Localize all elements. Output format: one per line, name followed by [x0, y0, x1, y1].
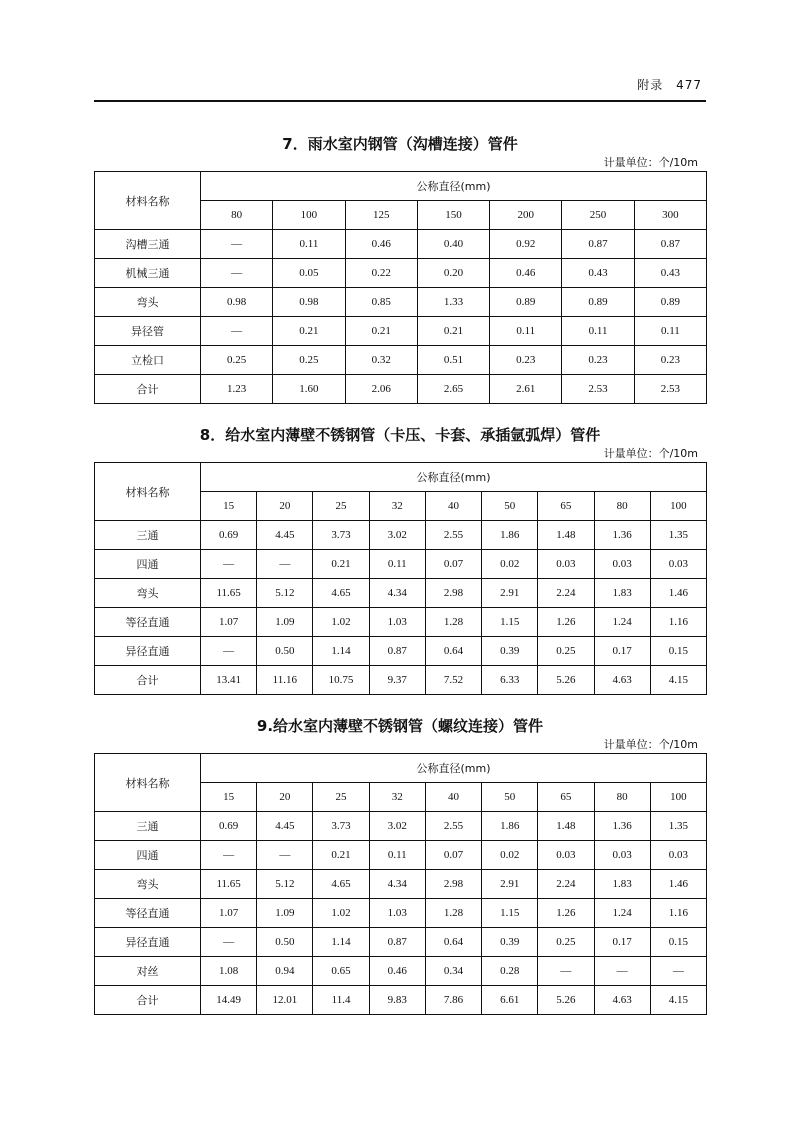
diameter-cell: 50 [482, 783, 538, 812]
value-cell: 1.28 [425, 608, 481, 637]
value-cell: 6.33 [482, 666, 538, 695]
value-cell: 1.07 [201, 608, 257, 637]
value-cell: 1.24 [594, 608, 650, 637]
value-cell: 11.16 [257, 666, 313, 695]
diameter-cell: 150 [417, 201, 489, 230]
value-cell: 0.25 [273, 346, 345, 375]
value-cell: 0.92 [490, 230, 562, 259]
material-name-cell: 弯头 [95, 870, 201, 899]
value-cell: — [257, 841, 313, 870]
value-cell: — [538, 957, 594, 986]
value-cell: 0.23 [490, 346, 562, 375]
nominal-diameter-header: 公称直径(mm) [201, 172, 707, 201]
value-cell: 0.89 [562, 288, 634, 317]
diameter-cell: 250 [562, 201, 634, 230]
material-name-cell: 合计 [95, 666, 201, 695]
diameter-cell: 40 [425, 492, 481, 521]
value-cell: 1.09 [257, 608, 313, 637]
value-cell: 2.98 [425, 579, 481, 608]
value-cell: 0.39 [482, 928, 538, 957]
diameter-cell: 200 [490, 201, 562, 230]
value-cell: 4.63 [594, 666, 650, 695]
value-cell: 1.46 [650, 579, 706, 608]
value-cell: 0.25 [201, 346, 273, 375]
value-cell: 0.40 [417, 230, 489, 259]
diameter-cell: 125 [345, 201, 417, 230]
value-cell: 0.22 [345, 259, 417, 288]
value-cell: 0.43 [634, 259, 706, 288]
value-cell: 7.52 [425, 666, 481, 695]
value-cell: 4.15 [650, 666, 706, 695]
value-cell: 3.73 [313, 812, 369, 841]
diameter-cell: 65 [538, 492, 594, 521]
unit-label: 计量单位：个/10m [603, 447, 698, 460]
value-cell: 2.91 [482, 870, 538, 899]
value-cell: 0.94 [257, 957, 313, 986]
value-cell: 2.91 [482, 579, 538, 608]
value-cell: 1.02 [313, 608, 369, 637]
value-cell: 1.03 [369, 899, 425, 928]
diameter-cell: 80 [594, 492, 650, 521]
value-cell: 0.11 [273, 230, 345, 259]
diameter-cell: 300 [634, 201, 706, 230]
value-cell: 5.26 [538, 666, 594, 695]
value-cell: 0.50 [257, 637, 313, 666]
value-cell: 4.34 [369, 870, 425, 899]
table-row [95, 637, 707, 666]
fittings-table [94, 171, 707, 404]
value-cell: 6.61 [482, 986, 538, 1015]
value-cell: 7.86 [425, 986, 481, 1015]
value-cell: 0.89 [634, 288, 706, 317]
table-row [95, 812, 707, 841]
value-cell: 0.51 [417, 346, 489, 375]
diameter-cell: 15 [201, 492, 257, 521]
value-cell: 1.35 [650, 812, 706, 841]
value-cell: — [257, 550, 313, 579]
value-cell: 0.25 [538, 928, 594, 957]
value-cell: 5.26 [538, 986, 594, 1015]
value-cell: 0.05 [273, 259, 345, 288]
value-cell: 0.17 [594, 637, 650, 666]
nominal-diameter-header: 公称直径(mm) [201, 754, 707, 783]
value-cell: 0.11 [490, 317, 562, 346]
value-cell: 0.07 [425, 841, 481, 870]
nominal-diameter-header: 公称直径(mm) [201, 463, 707, 492]
value-cell: 0.50 [257, 928, 313, 957]
value-cell: 0.15 [650, 928, 706, 957]
value-cell: 0.23 [634, 346, 706, 375]
fittings-table [94, 753, 707, 1015]
value-cell: 0.02 [482, 841, 538, 870]
value-cell: 4.45 [257, 521, 313, 550]
table-row [95, 288, 707, 317]
value-cell: 0.43 [562, 259, 634, 288]
diameter-cell: 100 [650, 492, 706, 521]
material-name-cell: 三通 [95, 812, 201, 841]
value-cell: 0.20 [417, 259, 489, 288]
diameter-cell: 20 [257, 783, 313, 812]
value-cell: 1.83 [594, 870, 650, 899]
value-cell: 11.65 [201, 579, 257, 608]
diameter-cell: 65 [538, 783, 594, 812]
value-cell: 0.03 [650, 841, 706, 870]
value-cell: — [201, 317, 273, 346]
value-cell: 1.33 [417, 288, 489, 317]
section-title: 9.给水室内薄壁不锈钢管（螺纹连接）管件 [256, 717, 544, 735]
value-cell: 1.09 [257, 899, 313, 928]
value-cell: 11.4 [313, 986, 369, 1015]
value-cell: 0.23 [562, 346, 634, 375]
value-cell: 0.32 [345, 346, 417, 375]
unit-label: 计量单位：个/10m [603, 156, 698, 169]
value-cell: 5.12 [257, 870, 313, 899]
material-name-header: 材料名称 [95, 754, 201, 812]
value-cell: 2.24 [538, 870, 594, 899]
value-cell: 1.48 [538, 521, 594, 550]
section-7 [94, 133, 706, 404]
value-cell: 1.14 [313, 928, 369, 957]
value-cell: 1.07 [201, 899, 257, 928]
value-cell: 0.87 [369, 637, 425, 666]
diameter-cell: 100 [273, 201, 345, 230]
table-row [95, 957, 707, 986]
diameter-cell: 20 [257, 492, 313, 521]
value-cell: 0.15 [650, 637, 706, 666]
table-row [95, 608, 707, 637]
value-cell: 0.03 [650, 550, 706, 579]
header-row [95, 463, 707, 492]
value-cell: 0.85 [345, 288, 417, 317]
value-cell: 1.15 [482, 899, 538, 928]
value-cell: 0.03 [538, 841, 594, 870]
value-cell: 1.36 [594, 812, 650, 841]
section-9 [94, 715, 706, 1015]
value-cell: — [594, 957, 650, 986]
header-row [95, 754, 707, 783]
value-cell: 1.48 [538, 812, 594, 841]
value-cell: 0.39 [482, 637, 538, 666]
value-cell: 1.24 [594, 899, 650, 928]
value-cell: 2.53 [562, 375, 634, 404]
material-name-cell: 四通 [95, 550, 201, 579]
value-cell: 4.65 [313, 870, 369, 899]
value-cell: 0.03 [594, 841, 650, 870]
table-row [95, 579, 707, 608]
value-cell: 0.65 [313, 957, 369, 986]
section-title: 8．给水室内薄壁不锈钢管（卡压、卡套、承插氩弧焊）管件 [199, 426, 601, 444]
material-name-cell: 异径管 [95, 317, 201, 346]
diameter-cell: 25 [313, 492, 369, 521]
value-cell: 2.55 [425, 812, 481, 841]
table-row [95, 899, 707, 928]
section-title: 7．雨水室内钢管（沟槽连接）管件 [282, 135, 518, 153]
value-cell: 0.21 [273, 317, 345, 346]
value-cell: 0.17 [594, 928, 650, 957]
table-row [95, 259, 707, 288]
header-row [95, 172, 707, 201]
value-cell: 0.87 [634, 230, 706, 259]
value-cell: — [201, 928, 257, 957]
value-cell: 1.35 [650, 521, 706, 550]
value-cell: — [201, 841, 257, 870]
value-cell: 13.41 [201, 666, 257, 695]
value-cell: 1.15 [482, 608, 538, 637]
diameter-cell: 80 [594, 783, 650, 812]
value-cell: 9.37 [369, 666, 425, 695]
material-name-header: 材料名称 [95, 172, 201, 230]
value-cell: 1.46 [650, 870, 706, 899]
table-row [95, 986, 707, 1015]
value-cell: 0.64 [425, 637, 481, 666]
value-cell: 0.02 [482, 550, 538, 579]
value-cell: 0.46 [345, 230, 417, 259]
value-cell: 0.11 [634, 317, 706, 346]
value-cell: 0.11 [369, 841, 425, 870]
value-cell: 11.65 [201, 870, 257, 899]
material-name-cell: 沟槽三通 [95, 230, 201, 259]
value-cell: 1.16 [650, 608, 706, 637]
material-name-header: 材料名称 [95, 463, 201, 521]
table-row [95, 550, 707, 579]
diameter-cell: 15 [201, 783, 257, 812]
value-cell: 0.64 [425, 928, 481, 957]
value-cell: 3.02 [369, 812, 425, 841]
material-name-cell: 机械三通 [95, 259, 201, 288]
material-name-cell: 异径直通 [95, 928, 201, 957]
value-cell: 1.23 [201, 375, 273, 404]
value-cell: 0.03 [594, 550, 650, 579]
value-cell: 4.63 [594, 986, 650, 1015]
value-cell: 2.53 [634, 375, 706, 404]
value-cell: 4.45 [257, 812, 313, 841]
value-cell: 1.26 [538, 608, 594, 637]
value-cell: 0.11 [369, 550, 425, 579]
value-cell: 1.86 [482, 812, 538, 841]
value-cell: 0.34 [425, 957, 481, 986]
value-cell: 1.02 [313, 899, 369, 928]
material-name-cell: 合计 [95, 986, 201, 1015]
material-name-cell: 弯头 [95, 288, 201, 317]
material-name-cell: 等径直通 [95, 899, 201, 928]
value-cell: 1.60 [273, 375, 345, 404]
value-cell: 0.98 [201, 288, 273, 317]
value-cell: 3.73 [313, 521, 369, 550]
value-cell: 0.03 [538, 550, 594, 579]
table-row [95, 870, 707, 899]
value-cell: — [201, 637, 257, 666]
value-cell: 3.02 [369, 521, 425, 550]
value-cell: 5.12 [257, 579, 313, 608]
table-row [95, 841, 707, 870]
table-row [95, 666, 707, 695]
material-name-cell: 三通 [95, 521, 201, 550]
value-cell: 0.46 [490, 259, 562, 288]
value-cell: 9.83 [369, 986, 425, 1015]
value-cell: 4.15 [650, 986, 706, 1015]
page-header [94, 70, 706, 102]
diameter-cell: 32 [369, 492, 425, 521]
value-cell: 0.07 [425, 550, 481, 579]
value-cell: 10.75 [313, 666, 369, 695]
fittings-table [94, 462, 707, 695]
section-8 [94, 424, 706, 695]
value-cell: 1.86 [482, 521, 538, 550]
material-name-cell: 四通 [95, 841, 201, 870]
diameter-cell: 32 [369, 783, 425, 812]
value-cell: 1.28 [425, 899, 481, 928]
value-cell: 2.61 [490, 375, 562, 404]
value-cell: 0.21 [345, 317, 417, 346]
diameter-cell: 100 [650, 783, 706, 812]
diameter-cell: 40 [425, 783, 481, 812]
value-cell: 0.87 [562, 230, 634, 259]
value-cell: 4.65 [313, 579, 369, 608]
value-cell: 2.06 [345, 375, 417, 404]
value-cell: 1.16 [650, 899, 706, 928]
value-cell: 1.08 [201, 957, 257, 986]
value-cell: — [201, 230, 273, 259]
value-cell: 0.87 [369, 928, 425, 957]
value-cell: 0.46 [369, 957, 425, 986]
value-cell: 0.11 [562, 317, 634, 346]
table-row [95, 230, 707, 259]
diameter-cell: 80 [201, 201, 273, 230]
material-name-cell: 合计 [95, 375, 201, 404]
value-cell: — [201, 550, 257, 579]
value-cell: 1.83 [594, 579, 650, 608]
value-cell: 1.26 [538, 899, 594, 928]
diameter-cell: 25 [313, 783, 369, 812]
table-row [95, 928, 707, 957]
value-cell: 0.98 [273, 288, 345, 317]
value-cell: 0.89 [490, 288, 562, 317]
value-cell: 0.21 [313, 841, 369, 870]
value-cell: 2.98 [425, 870, 481, 899]
value-cell: 1.14 [313, 637, 369, 666]
material-name-cell: 立检口 [95, 346, 201, 375]
value-cell: 0.25 [538, 637, 594, 666]
value-cell: 4.34 [369, 579, 425, 608]
header-section: 附录 [637, 78, 664, 92]
material-name-cell: 异径直通 [95, 637, 201, 666]
value-cell: 14.49 [201, 986, 257, 1015]
value-cell: 2.55 [425, 521, 481, 550]
value-cell: 2.65 [417, 375, 489, 404]
value-cell: 0.69 [201, 521, 257, 550]
table-row [95, 521, 707, 550]
running-head [629, 76, 702, 93]
diameter-cell: 50 [482, 492, 538, 521]
table-row [95, 346, 707, 375]
material-name-cell: 对丝 [95, 957, 201, 986]
unit-label: 计量单位：个/10m [603, 738, 698, 751]
value-cell: 2.24 [538, 579, 594, 608]
value-cell: 12.01 [257, 986, 313, 1015]
value-cell: — [201, 259, 273, 288]
value-cell: 0.21 [417, 317, 489, 346]
table-row [95, 317, 707, 346]
material-name-cell: 等径直通 [95, 608, 201, 637]
value-cell: 1.36 [594, 521, 650, 550]
page-number: 477 [676, 78, 702, 92]
table-row [95, 375, 707, 404]
value-cell: — [650, 957, 706, 986]
material-name-cell: 弯头 [95, 579, 201, 608]
value-cell: 0.69 [201, 812, 257, 841]
value-cell: 0.21 [313, 550, 369, 579]
value-cell: 1.03 [369, 608, 425, 637]
value-cell: 0.28 [482, 957, 538, 986]
